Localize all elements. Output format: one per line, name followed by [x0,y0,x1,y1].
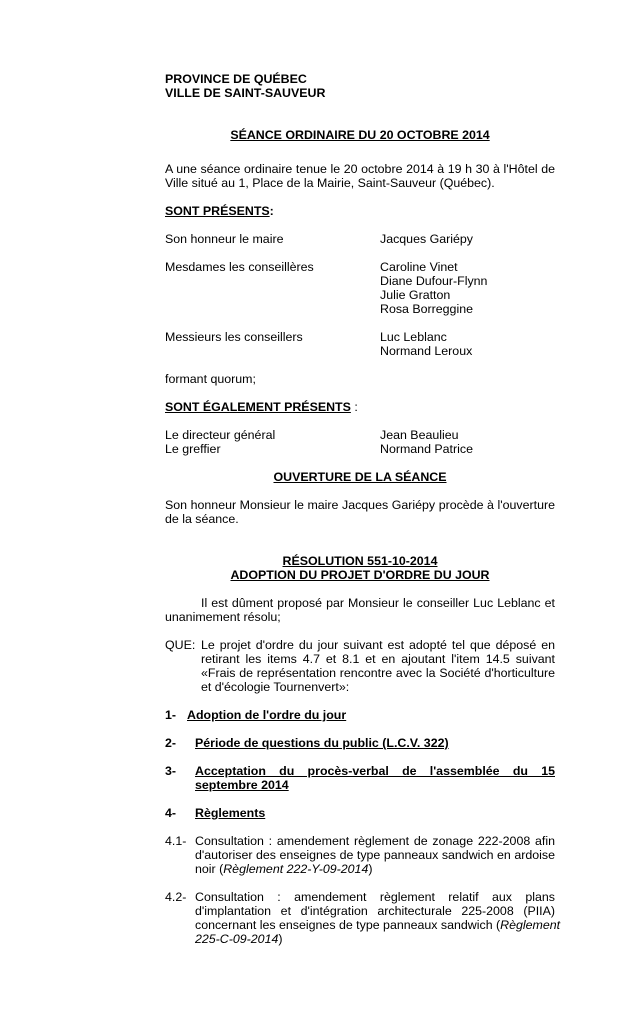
presents-heading [165,204,274,218]
agenda-item-4-2-reglement-a: Règlement [500,918,561,932]
proposition-line-2: unanimement résolu; [165,610,281,624]
dg-name: Jean Beaulieu [380,428,459,442]
agenda-item-4-1-line-3-pre: noir ( [195,862,224,876]
que-line-4: et d'écologie Tournenvert»: [201,680,350,694]
que-line-1: Le projet d'ordre du jour suivant est adopté tel que déposé en [201,638,555,652]
ouverture-line-2: de la séance. [165,512,239,526]
intro-line-1: A une séance ordinaire tenue le 20 octobre 2014 à 19 h 30 à l'Hôtel de [165,162,555,176]
quorum-text: formant quorum; [165,372,256,386]
agenda-item-4-2-line-2: d'implantation et d'intégration architecturale 225-2008 (PIIA) [195,904,555,918]
que-line-2: retirant les items 4.7 et 8.1 et en ajoutant l'item 14.5 suivant [201,652,555,666]
que-label: QUE: [165,638,196,652]
conseillere-name: Diane Dufour-Flynn [380,274,488,288]
ouverture-heading: OUVERTURE DE LA SÉANCE [273,470,447,484]
que-line-3: «Frais de représentation rencontre avec la Société d'horticulture [201,666,555,680]
agenda-item-4-2-reglement-b: 225-C-09-2014 [195,932,279,946]
agenda-item-4-1-reglement: Règlement 222-Y-09-2014 [223,862,369,876]
conseillers-label: Messieurs les conseillers [165,330,303,344]
agenda-item-4-text: Règlements [195,806,266,820]
province-line: PROVINCE DE QUÉBEC [165,72,307,86]
agenda-item-3-number: 3- [165,764,177,778]
conseillere-name: Rosa Borreggine [380,302,473,316]
agenda-item-3-line-1: Acceptation du procès-verbal de l'assemblée du 15 [195,764,555,778]
agenda-item-4-2-line-4-post: ) [278,932,283,946]
agenda-item-4-2-line-3-pre: concernant les enseignes de type panneaux sandwich ( [195,918,501,932]
agenda-item-4-2-line-3 [195,918,561,932]
egalement-heading-text: SONT ÉGALEMENT PRÉSENTS [165,400,351,414]
agenda-item-4-2-line-1: Consultation : amendement règlement relatif aux plans [195,890,555,904]
ville-line: VILLE DE SAINT-SAUVEUR [165,86,326,100]
agenda-item-2-text: Période de questions du public (L.C.V. 322) [195,736,449,750]
presents-colon: : [269,204,274,218]
agenda-item-1-text: Adoption de l'ordre du jour [187,708,347,722]
agenda-item-4-number: 4- [165,806,177,820]
agenda-item-4-1-line-3-post: ) [368,862,373,876]
agenda-item-4-2-line-4 [195,932,283,946]
conseillere-name: Caroline Vinet [380,260,458,274]
ouverture-line-1: Son honneur Monsieur le maire Jacques Gariépy procède à l'ouverture [165,498,555,512]
greffier-name: Normand Patrice [380,442,473,456]
seance-title: SÉANCE ORDINAIRE DU 20 OCTOBRE 2014 [230,128,490,142]
proposition-line-1: Il est dûment proposé par Monsieur le conseiller Luc Leblanc et [201,596,555,610]
egalement-colon: : [350,400,358,414]
agenda-item-3-line-2: septembre 2014 [195,778,289,792]
agenda-item-2-number: 2- [165,736,177,750]
agenda-item-4-1-number: 4.1- [165,834,187,848]
agenda-item-4-1-line-2: d'autoriser des enseignes de type panneaux sandwich en ardoise [195,848,555,862]
maire-name: Jacques Gariépy [380,232,473,246]
conseiller-name: Luc Leblanc [380,330,447,344]
agenda-item-4-1-line-3 [195,862,372,876]
maire-label: Son honneur le maire [165,232,284,246]
agenda-item-4-1-line-1: Consultation : amendement règlement de zonage 222-2008 afin [195,834,555,848]
conseillere-name: Julie Gratton [380,288,451,302]
greffier-label: Le greffier [165,442,221,456]
conseiller-name: Normand Leroux [380,344,473,358]
conseilleres-label: Mesdames les conseillères [165,260,314,274]
agenda-item-1-number: 1- [165,708,177,722]
dg-label: Le directeur général [165,428,276,442]
presents-heading-text: SONT PRÉSENTS [165,204,270,218]
egalement-heading [165,400,358,414]
resolution-number: RÉSOLUTION 551-10-2014 [282,554,438,568]
resolution-title: ADOPTION DU PROJET D'ORDRE DU JOUR [230,568,490,582]
agenda-item-4-2-number: 4.2- [165,890,187,904]
intro-line-2: Ville situé au 1, Place de la Mairie, Saint-Sauveur (Québec). [165,176,495,190]
